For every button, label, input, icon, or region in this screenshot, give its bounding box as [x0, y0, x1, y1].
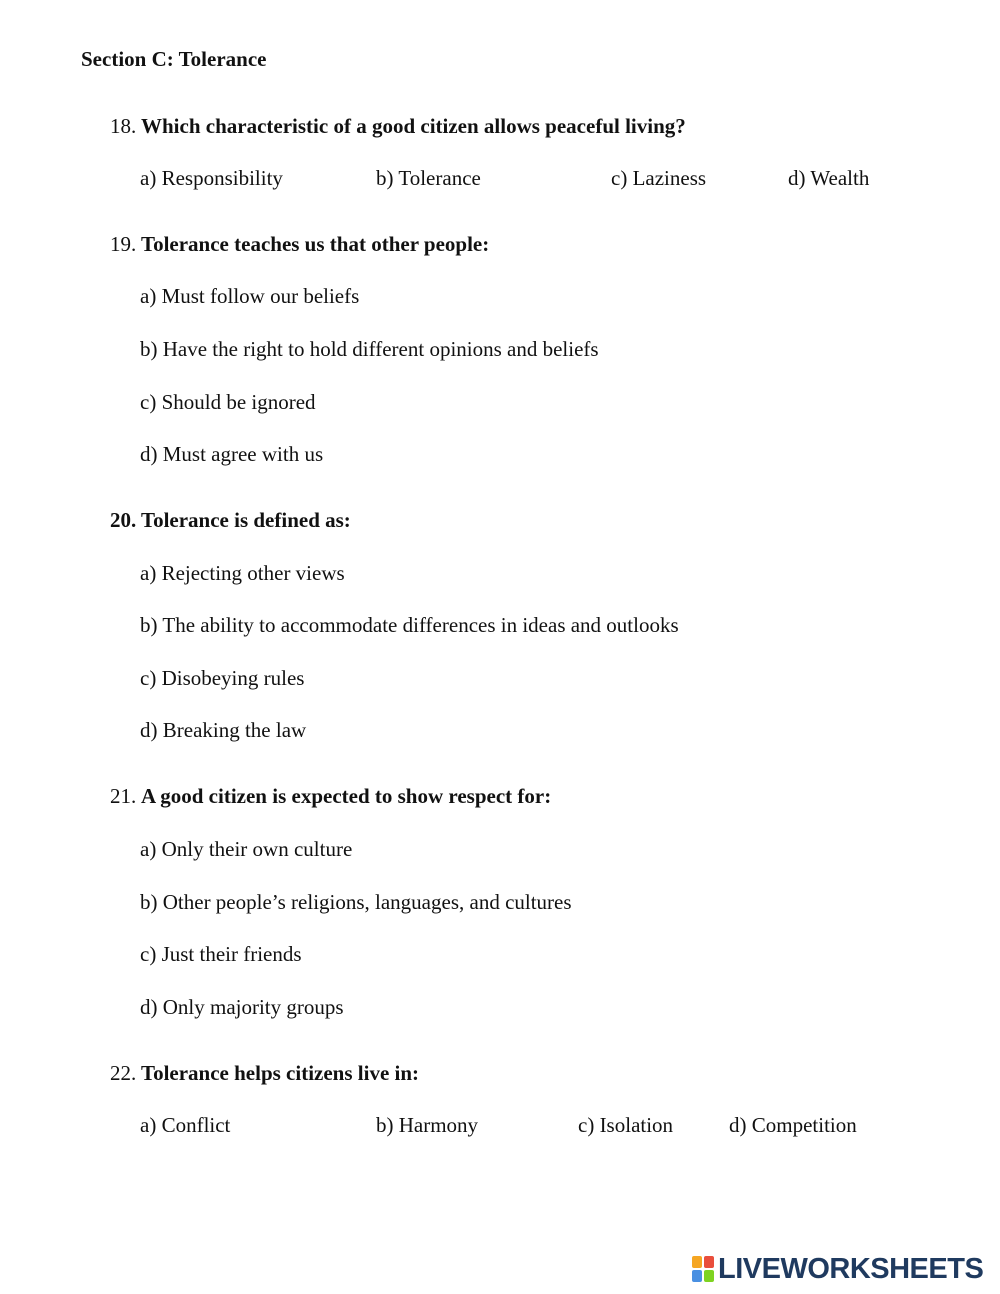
question-text: Tolerance helps citizens live in: — [141, 1061, 420, 1085]
section-title: Section C: Tolerance — [81, 47, 267, 71]
question-number: 22. — [110, 1061, 137, 1085]
liveworksheets-logo — [692, 1253, 983, 1285]
answer-option[interactable]: b) Have the right to hold different opinions and beliefs — [140, 337, 599, 361]
answer-option[interactable]: c) Laziness — [611, 166, 707, 190]
answer-option[interactable]: d) Only majority groups — [140, 995, 344, 1019]
question-number: 20. — [110, 508, 137, 532]
answer-option[interactable]: b) Other people’s religions, languages, and cultures — [140, 890, 572, 914]
question-text: Which characteristic of a good citizen allows peaceful living? — [141, 114, 686, 138]
answer-option[interactable]: b) The ability to accommodate differences in ideas and outlooks — [140, 613, 679, 637]
question-text: Tolerance teaches us that other people: — [141, 232, 490, 256]
liveworksheets-logo-icon — [692, 1256, 714, 1282]
logo-square-l — [692, 1256, 702, 1268]
answer-option[interactable]: b) Tolerance — [376, 166, 481, 190]
answer-option[interactable]: a) Conflict — [140, 1113, 231, 1137]
answer-option[interactable]: d) Must agree with us — [140, 442, 324, 466]
question-number: 18. — [110, 114, 137, 138]
answer-option[interactable]: d) Competition — [729, 1113, 857, 1137]
question-text: A good citizen is expected to show respect for: — [141, 784, 552, 808]
logo-square-v — [692, 1270, 702, 1282]
question-number: 21. — [110, 784, 137, 808]
question-text: Tolerance is defined as: — [141, 508, 351, 532]
answer-option[interactable]: a) Rejecting other views — [140, 561, 345, 585]
answer-option[interactable]: d) Breaking the law — [140, 718, 307, 742]
answer-option[interactable]: a) Must follow our beliefs — [140, 284, 360, 308]
logo-square-e — [704, 1270, 714, 1282]
answer-option[interactable]: a) Responsibility — [140, 166, 283, 190]
answer-option[interactable]: c) Should be ignored — [140, 390, 316, 414]
answer-option[interactable]: c) Disobeying rules — [140, 666, 305, 690]
question-number: 19. — [110, 232, 137, 256]
answer-option[interactable]: c) Just their friends — [140, 942, 302, 966]
answer-option[interactable]: a) Only their own culture — [140, 837, 353, 861]
answer-option[interactable]: b) Harmony — [376, 1113, 479, 1137]
answer-option[interactable]: d) Wealth — [788, 166, 870, 190]
logo-square-i — [704, 1256, 714, 1268]
logo-text: LIVEWORKSHEETS — [718, 1252, 984, 1285]
answer-option[interactable]: c) Isolation — [578, 1113, 674, 1137]
